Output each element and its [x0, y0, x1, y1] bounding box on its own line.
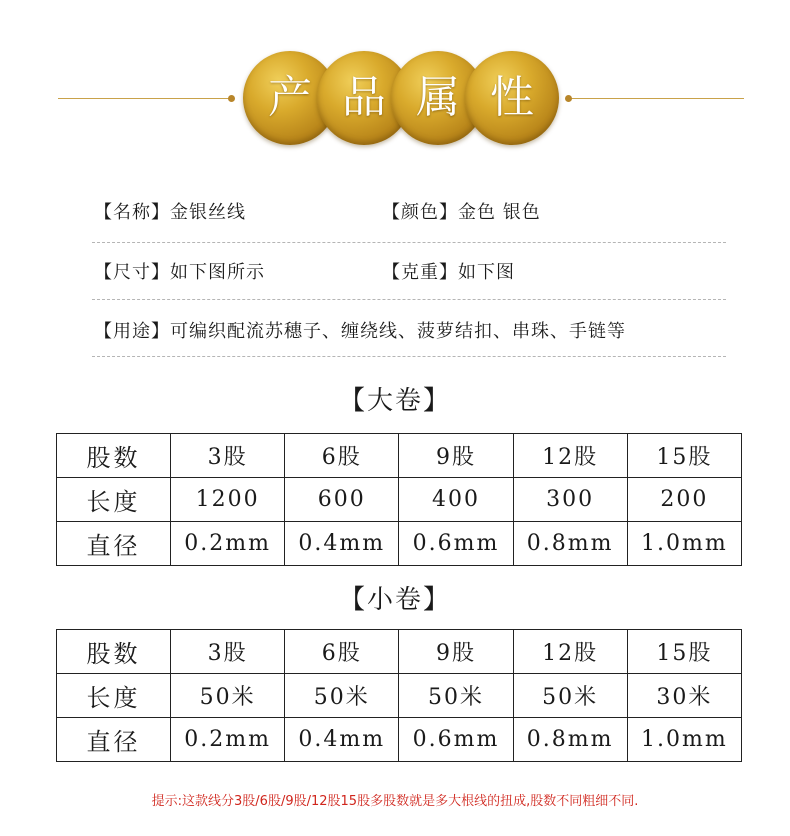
table-cell: 1200 — [171, 478, 285, 522]
table-cell: 12股 — [513, 434, 627, 478]
table-cell: 30米 — [627, 674, 741, 718]
divider — [92, 242, 726, 243]
table-cell: 0.4mm — [285, 718, 399, 762]
table-cell: 0.6mm — [399, 522, 513, 566]
table-cell: 400 — [399, 478, 513, 522]
table-cell: 0.2mm — [171, 718, 285, 762]
table-row — [57, 434, 742, 478]
table-cell: 3股 — [171, 630, 285, 674]
page-title — [243, 51, 563, 147]
table-cell: 300 — [513, 478, 627, 522]
row-header-diameter: 直径 — [57, 522, 171, 566]
row-header-length: 长度 — [57, 674, 171, 718]
attr-size: 【尺寸】如下图所示 — [94, 262, 265, 283]
table-cell: 50米 — [399, 674, 513, 718]
attr-usage: 【用途】可编织配流苏穗子、缠绕线、菠萝结扣、串珠、手链等 — [94, 321, 626, 342]
table-cell: 12股 — [513, 630, 627, 674]
section-title-large-roll: 【大卷】 — [338, 386, 451, 416]
table-cell: 50米 — [513, 674, 627, 718]
table-cell: 50米 — [285, 674, 399, 718]
table-cell: 0.4mm — [285, 522, 399, 566]
attr-name: 【名称】金银丝线 — [94, 202, 246, 223]
attr-color: 【颜色】金色 银色 — [382, 202, 541, 223]
title-char: 属 — [416, 72, 460, 123]
table-cell: 6股 — [285, 434, 399, 478]
table-cell: 200 — [627, 478, 741, 522]
table-cell: 0.8mm — [513, 522, 627, 566]
header-dot-right — [565, 95, 572, 102]
table-cell: 600 — [285, 478, 399, 522]
table-cell: 0.2mm — [171, 522, 285, 566]
divider — [92, 299, 726, 300]
table-cell: 1.0mm — [627, 522, 741, 566]
small-roll-table — [56, 629, 742, 762]
section-title-small-roll: 【小卷】 — [338, 585, 451, 615]
row-header-length: 长度 — [57, 478, 171, 522]
row-header-diameter: 直径 — [57, 718, 171, 762]
table-cell: 6股 — [285, 630, 399, 674]
footer-note: 提示:这款线分3股/6股/9股/12股15股多股数就是多大根线的扭成,股数不同粗细不同. — [151, 794, 639, 809]
title-coin — [465, 51, 559, 145]
table-cell: 9股 — [399, 630, 513, 674]
table-cell: 0.6mm — [399, 718, 513, 762]
table-cell: 15股 — [627, 434, 741, 478]
table-cell: 15股 — [627, 630, 741, 674]
table-row — [57, 522, 742, 566]
table-cell: 0.8mm — [513, 718, 627, 762]
title-char: 产 — [268, 72, 312, 123]
table-cell: 9股 — [399, 434, 513, 478]
table-cell: 3股 — [171, 434, 285, 478]
divider — [92, 356, 726, 357]
table-cell: 1.0mm — [627, 718, 741, 762]
table-row — [57, 630, 742, 674]
title-char: 品 — [342, 72, 386, 123]
attr-weight: 【克重】如下图 — [382, 262, 515, 283]
table-row — [57, 478, 742, 522]
header-dot-left — [228, 95, 235, 102]
header-line-right — [568, 98, 744, 99]
row-header-strands: 股数 — [57, 630, 171, 674]
header-line-left — [58, 98, 230, 99]
row-header-strands: 股数 — [57, 434, 171, 478]
table-row — [57, 674, 742, 718]
large-roll-table — [56, 433, 742, 566]
title-char: 性 — [490, 72, 534, 123]
table-cell: 50米 — [171, 674, 285, 718]
table-row — [57, 718, 742, 762]
